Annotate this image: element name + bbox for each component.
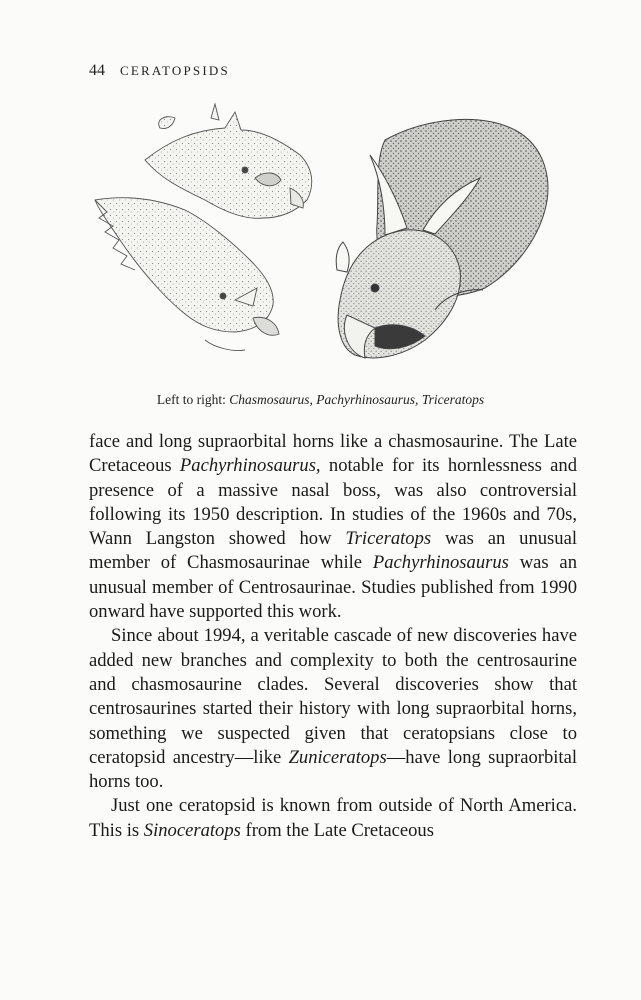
paragraph-1-taxon-b: Triceratops [345,528,432,550]
paragraph-1-taxon-a: Pachyrhinosaurus, [179,455,321,477]
paragraph-2-text-a: Since about 1994, a veritable cascade of new discoveries have added new branches and complexity to both the centrosaurine and chasmosaurine clades. Several discoveries show that centrosaurines started their history with long supraorbital horns, something we suspected given that ceratopsians close to ceratopsid ancestry—like [89,625,577,768]
paragraph-2 [89,624,577,794]
paragraph-1-text-d: was an unusual member of Centrosaurinae. Studies published from 1990 onward have supported this work. [89,552,577,623]
paragraph-1-taxon-c: Pachyrhinosaurus [372,552,509,574]
paragraph-1 [89,430,577,624]
caption-taxon-2: Pachyrhinosaurus, [316,392,419,407]
paragraph-2-text-b: —have long supraorbital horns too. [89,746,577,793]
running-title: CERATOPSIDS [119,63,230,78]
paragraph-1-text-c: was an unusual member of Chasmosaurinae while [89,528,577,574]
ceratopsid-heads-illustration [85,100,555,380]
paragraph-3-taxon-a: Sinoceratops [143,819,241,841]
ceratopsid-heads-icon [85,100,555,380]
caption-taxon-3: Triceratops [421,392,485,407]
body-text [89,430,577,843]
paragraph-3 [89,794,577,843]
caption-lead: Left to right: [156,392,230,407]
paragraph-1-text-b: notable for its hornlessness and presence of a massive nasal boss, was also controversial following its 1950 description. In studies of the 1960s and 70s, Wann Langston showed how [89,455,578,550]
page-number: 44 [89,62,105,79]
paragraph-3-text-b: from the Late Cretaceous [240,819,434,841]
running-head [89,62,230,80]
paragraph-2-taxon-a: Zuniceratops [288,746,387,768]
paragraph-3-text-a: Just one ceratopsid is known from outside of North America. This is [89,795,577,841]
triceratops-head [336,119,548,358]
paragraph-1-text-a: face and long supraorbital horns like a chasmosaurine. The Late Cretaceous [89,431,577,477]
figure-caption [0,392,641,408]
chasmosaurus-head [95,198,279,351]
pachyrhinosaurus-head [145,104,312,218]
caption-taxon-1: Chasmosaurus, [229,392,313,407]
